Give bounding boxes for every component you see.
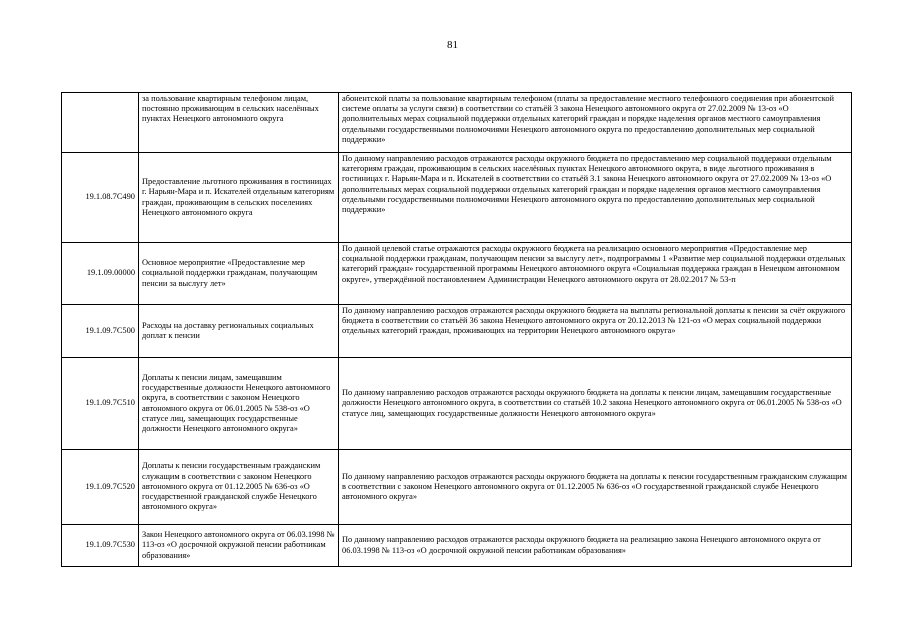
row-code: 19.1.09.7С500	[62, 305, 139, 358]
table-row	[62, 358, 852, 450]
page-number: 81	[447, 39, 458, 51]
row-code: 19.1.09.00000	[62, 243, 139, 305]
table-row	[62, 305, 852, 358]
row-name: за пользование квартирным телефоном лицам, постоянно проживающим в сельских населённых пунктах Ненецкого автономного округа	[139, 93, 339, 153]
table-row	[62, 525, 852, 567]
table-row	[62, 93, 852, 153]
row-description: По данному направлению расходов отражаются расходы окружного бюджета на доплаты к пенсии лицам, замещавшим государственные должности Ненецкого автономного округа, в соответствии со статьёй 10.2 закона Ненецкого автономного округа от 06.01.2005 № 538-оз «О статусе лиц, замещающих государственные должности Ненецкого автономного округа»	[339, 358, 852, 450]
row-code: 19.1.09.7С530	[62, 525, 139, 567]
table-row	[62, 243, 852, 305]
row-code: 19.1.09.7С510	[62, 358, 139, 450]
row-description: По данному направлению расходов отражаются расходы окружного бюджета на выплаты региональной доплаты к пенсии за счёт окружного бюджета в соответствии со статьёй 36 закона Ненецкого автономного округа от 20.12.2013 № 121-оз «О мерах социальной поддержки отдельных категорий граждан, проживающих на территории Ненецкого автономного округа»	[339, 305, 852, 358]
row-code: 19.1.09.7С520	[62, 450, 139, 525]
row-code	[62, 93, 139, 153]
row-description: По данному направлению расходов отражаются расходы окружного бюджета на доплаты к пенсии государственным гражданским служащим в соответствии с законом Ненецкого автономного округа от 01.12.2005 № 636-оз «О государственной гражданской службе Ненецкого автономного округа»	[339, 450, 852, 525]
row-name: Основное мероприятие «Предоставление мер социальной поддержки гражданам, получающим пенсии за выслугу лет»	[139, 243, 339, 305]
row-name: Доплаты к пенсии государственным гражданским служащим в соответствии с законом Ненецкого автономного округа от 01.12.2005 № 636-оз «О государственной гражданской службе Ненецкого автономного округа»	[139, 450, 339, 525]
table-row	[62, 153, 852, 243]
table-row	[62, 450, 852, 525]
row-description: По данному направлению расходов отражаются расходы окружного бюджета по предоставлению мер социальной поддержки отдельным категориям граждан, проживающим в сельских населённых пунктах Ненецкого автономного округа, в виде льготного проживания в гостиницах г. Нарьян-Мара и п. Искателей в соответствии со статьёй 3.1 закона Ненецкого автономного округа от 27.02.2009 № 13-оз «О дополнительных мерах социальной поддержки отдельных категорий граждан и порядке наделения органов местного самоуправления отдельными государственными полномочиями Ненецкого автономного округа по предоставлению дополнительных мер социальной поддержки»	[339, 153, 852, 243]
row-description: абонентской платы за пользование квартирным телефоном (платы за предоставление местного телефонного соединения при абонентской системе оплаты за услуги связи) в соответствии со статьёй 3 закона Ненецкого автономного округа от 27.02.2009 № 13-оз «О дополнительных мерах социальной поддержки отдельных категорий граждан и порядке наделения органов местного самоуправления отдельными государственными полномочиями Ненецкого автономного округа по предоставлению дополнительных мер социальной поддержки»	[339, 93, 852, 153]
row-name: Доплаты к пенсии лицам, замещавшим государственные должности Ненецкого автономного округа, в соответствии с законом Ненецкого автономного округа от 06.01.2005 № 538-оз «О статусе лиц, замещающих государственные должности Ненецкого автономного округа»	[139, 358, 339, 450]
row-code: 19.1.08.7С490	[62, 153, 139, 243]
row-name: Расходы на доставку региональных социальных доплат к пенсии	[139, 305, 339, 358]
row-name: Закон Ненецкого автономного округа от 06.03.1998 № 113-оз «О досрочной окружной пенсии работникам образования»	[139, 525, 339, 567]
row-description: По данной целевой статье отражаются расходы окружного бюджета на реализацию основного мероприятия «Предоставление мер социальной поддержки гражданам, получающим пенсии за выслугу лет», подпрограммы 1 «Развитие мер социальной поддержки отдельных категорий граждан» государственной программы Ненецкого автономного округа «Социальная поддержка граждан в Ненецком автономном округе», утверждённой постановлением Администрации Ненецкого автономного округа от 28.02.2017 № 53-п	[339, 243, 852, 305]
row-description: По данному направлению расходов отражаются расходы окружного бюджета на реализацию закона Ненецкого автономного округа от 06.03.1998 № 113-оз «О досрочной окружной пенсии работникам образования»	[339, 525, 852, 567]
row-name: Предоставление льготного проживания в гостиницах г. Нарьян-Мара и п. Искателей отдельным категориям граждан, проживающим в сельских поселениях Ненецкого автономного округа	[139, 153, 339, 243]
budget-codes-table	[61, 92, 852, 567]
